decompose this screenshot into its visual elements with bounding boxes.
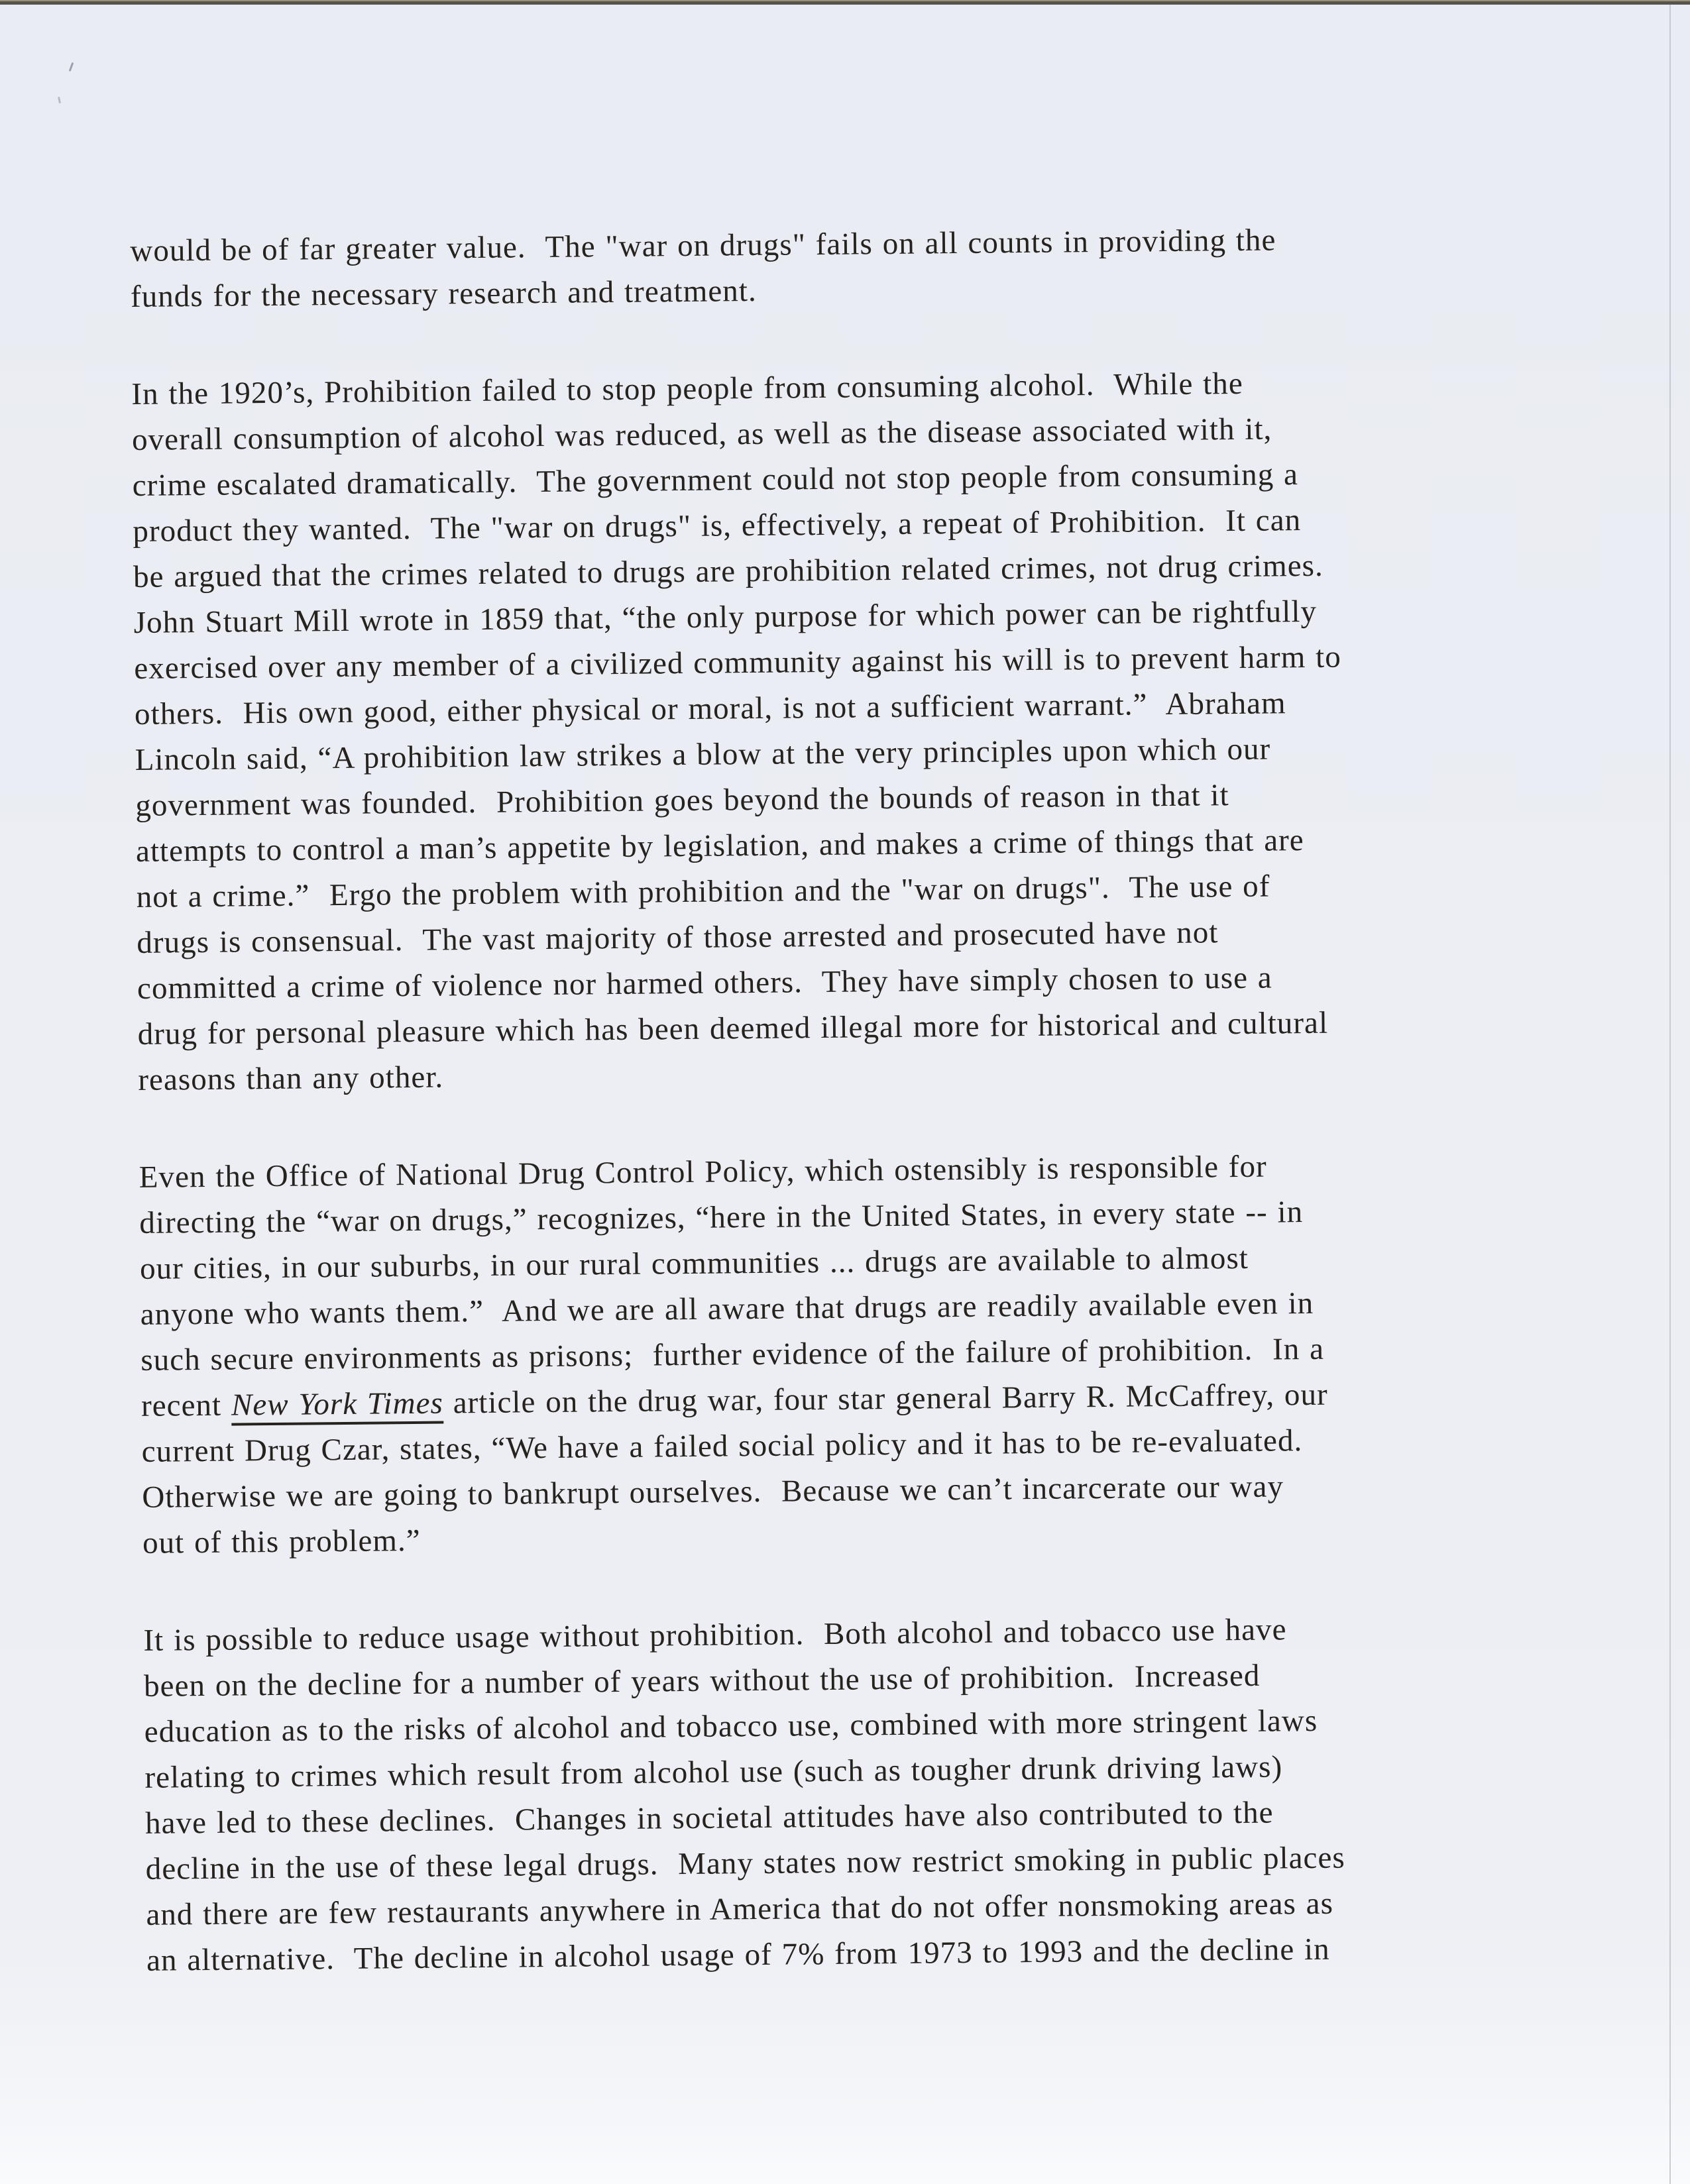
scan-speck (69, 62, 74, 72)
text-line: John Stuart Mill wrote in 1859 that, “the only purpose for which power can be rightfully (133, 594, 1318, 640)
text-line: out of this problem.” (142, 1523, 421, 1560)
text-line: not a crime.” Ergo the problem with prohibition and the "war on drugs". The use of (136, 869, 1270, 914)
text-line: It is possible to reduce usage without prohibition. Both alcohol and tobacco use have (143, 1612, 1287, 1658)
text-line: our cities, in our suburbs, in our rural communities ... drugs are available to almost (139, 1240, 1249, 1286)
text-line: Lincoln said, “A prohibition law strikes a blow at the very principles upon which our (135, 732, 1271, 777)
text-line: exercised over any member of a civilized community against his will is to prevent harm to (134, 639, 1342, 686)
text-line: In the 1920’s, Prohibition failed to stop people from consuming alcohol. While the (131, 366, 1243, 411)
text-line: overall consumption of alcohol was reduced, as well as the disease associated with it, (131, 411, 1272, 457)
paragraph (131, 358, 1524, 1103)
text-line: be argued that the crimes related to drugs are prohibition related crimes, not drug crimes. (133, 548, 1324, 594)
text-line: and there are few restaurants anywhere in America that do not offer nonsmoking areas as (146, 1886, 1334, 1932)
scan-top-edge (0, 0, 1690, 5)
text-line: been on the decline for a number of years without the use of prohibition. Increased (143, 1658, 1261, 1704)
emphasized-text: New York Times (231, 1386, 443, 1426)
text-line: decline in the use of these legal drugs. Many states now restrict smoking in public places (145, 1840, 1345, 1886)
text-line: drug for personal pleasure which has been deemed illegal more for historical and cultural (137, 1005, 1329, 1052)
text-line: committed a crime of violence nor harmed others. They have simply chosen to use a (137, 960, 1272, 1006)
paragraph (143, 1605, 1532, 1984)
text-line: Otherwise we are going to bankrupt ourselves. Because we can’t incarcerate our way (142, 1469, 1284, 1515)
text-line: crime escalated dramatically. The government could not stop people from consuming a (132, 457, 1299, 503)
text-line: reasons than any other. (138, 1060, 444, 1097)
document-text (130, 215, 1532, 1984)
text-line: an alternative. The decline in alcohol usage of 7% from 1973 to 1993 and the decline in (146, 1932, 1330, 1978)
scan-speck (58, 97, 61, 103)
text-segment: recent (141, 1388, 232, 1423)
text-line: anyone who wants them.” And we are all aware that drugs are readily available even in (140, 1285, 1314, 1332)
text-line: drugs is consensual. The vast majority of those arrested and prosecuted have not (137, 915, 1219, 960)
text-line: have led to these declines. Changes in societal attitudes have also contributed to the (144, 1795, 1274, 1841)
text-line: education as to the risks of alcohol and tobacco use, combined with more stringent laws (144, 1703, 1318, 1749)
text-line: current Drug Czar, states, “We have a failed social policy and it has to be re-evaluated. (141, 1423, 1303, 1469)
text-line: would be of far greater value. The "war on drugs" fails on all counts in providing the (130, 223, 1276, 268)
text-line: product they wanted. The "war on drugs" is, effectively, a repeat of Prohibition. It can (133, 503, 1302, 549)
text-line: attempts to control a man’s appetite by legislation, and makes a crime of things that are (135, 823, 1304, 869)
paragraph (139, 1142, 1528, 1566)
text-line: directing the “war on drugs,” recognizes, “here in the United States, in every state -- in (139, 1195, 1304, 1240)
scan-right-edge-line (1669, 5, 1671, 2184)
text-line: such secure environments as prisons; further evidence of the failure of prohibition. In a (141, 1331, 1325, 1378)
paragraph (130, 215, 1516, 320)
text-line: relating to crimes which result from alcohol use (such as tougher drunk driving laws) (144, 1749, 1283, 1795)
text-line: others. His own good, either physical or moral, is not a sufficient warrant.” Abraham (134, 686, 1286, 732)
text-line: funds for the necessary research and treatment. (130, 273, 758, 314)
text-line: government was founded. Prohibition goes beyond the bounds of reason in that it (135, 778, 1229, 823)
text-line: Even the Office of National Drug Control Policy, which ostensibly is responsible for (139, 1149, 1267, 1195)
text-segment: article on the drug war, four star general Barry R. McCaffrey, our (443, 1377, 1328, 1421)
